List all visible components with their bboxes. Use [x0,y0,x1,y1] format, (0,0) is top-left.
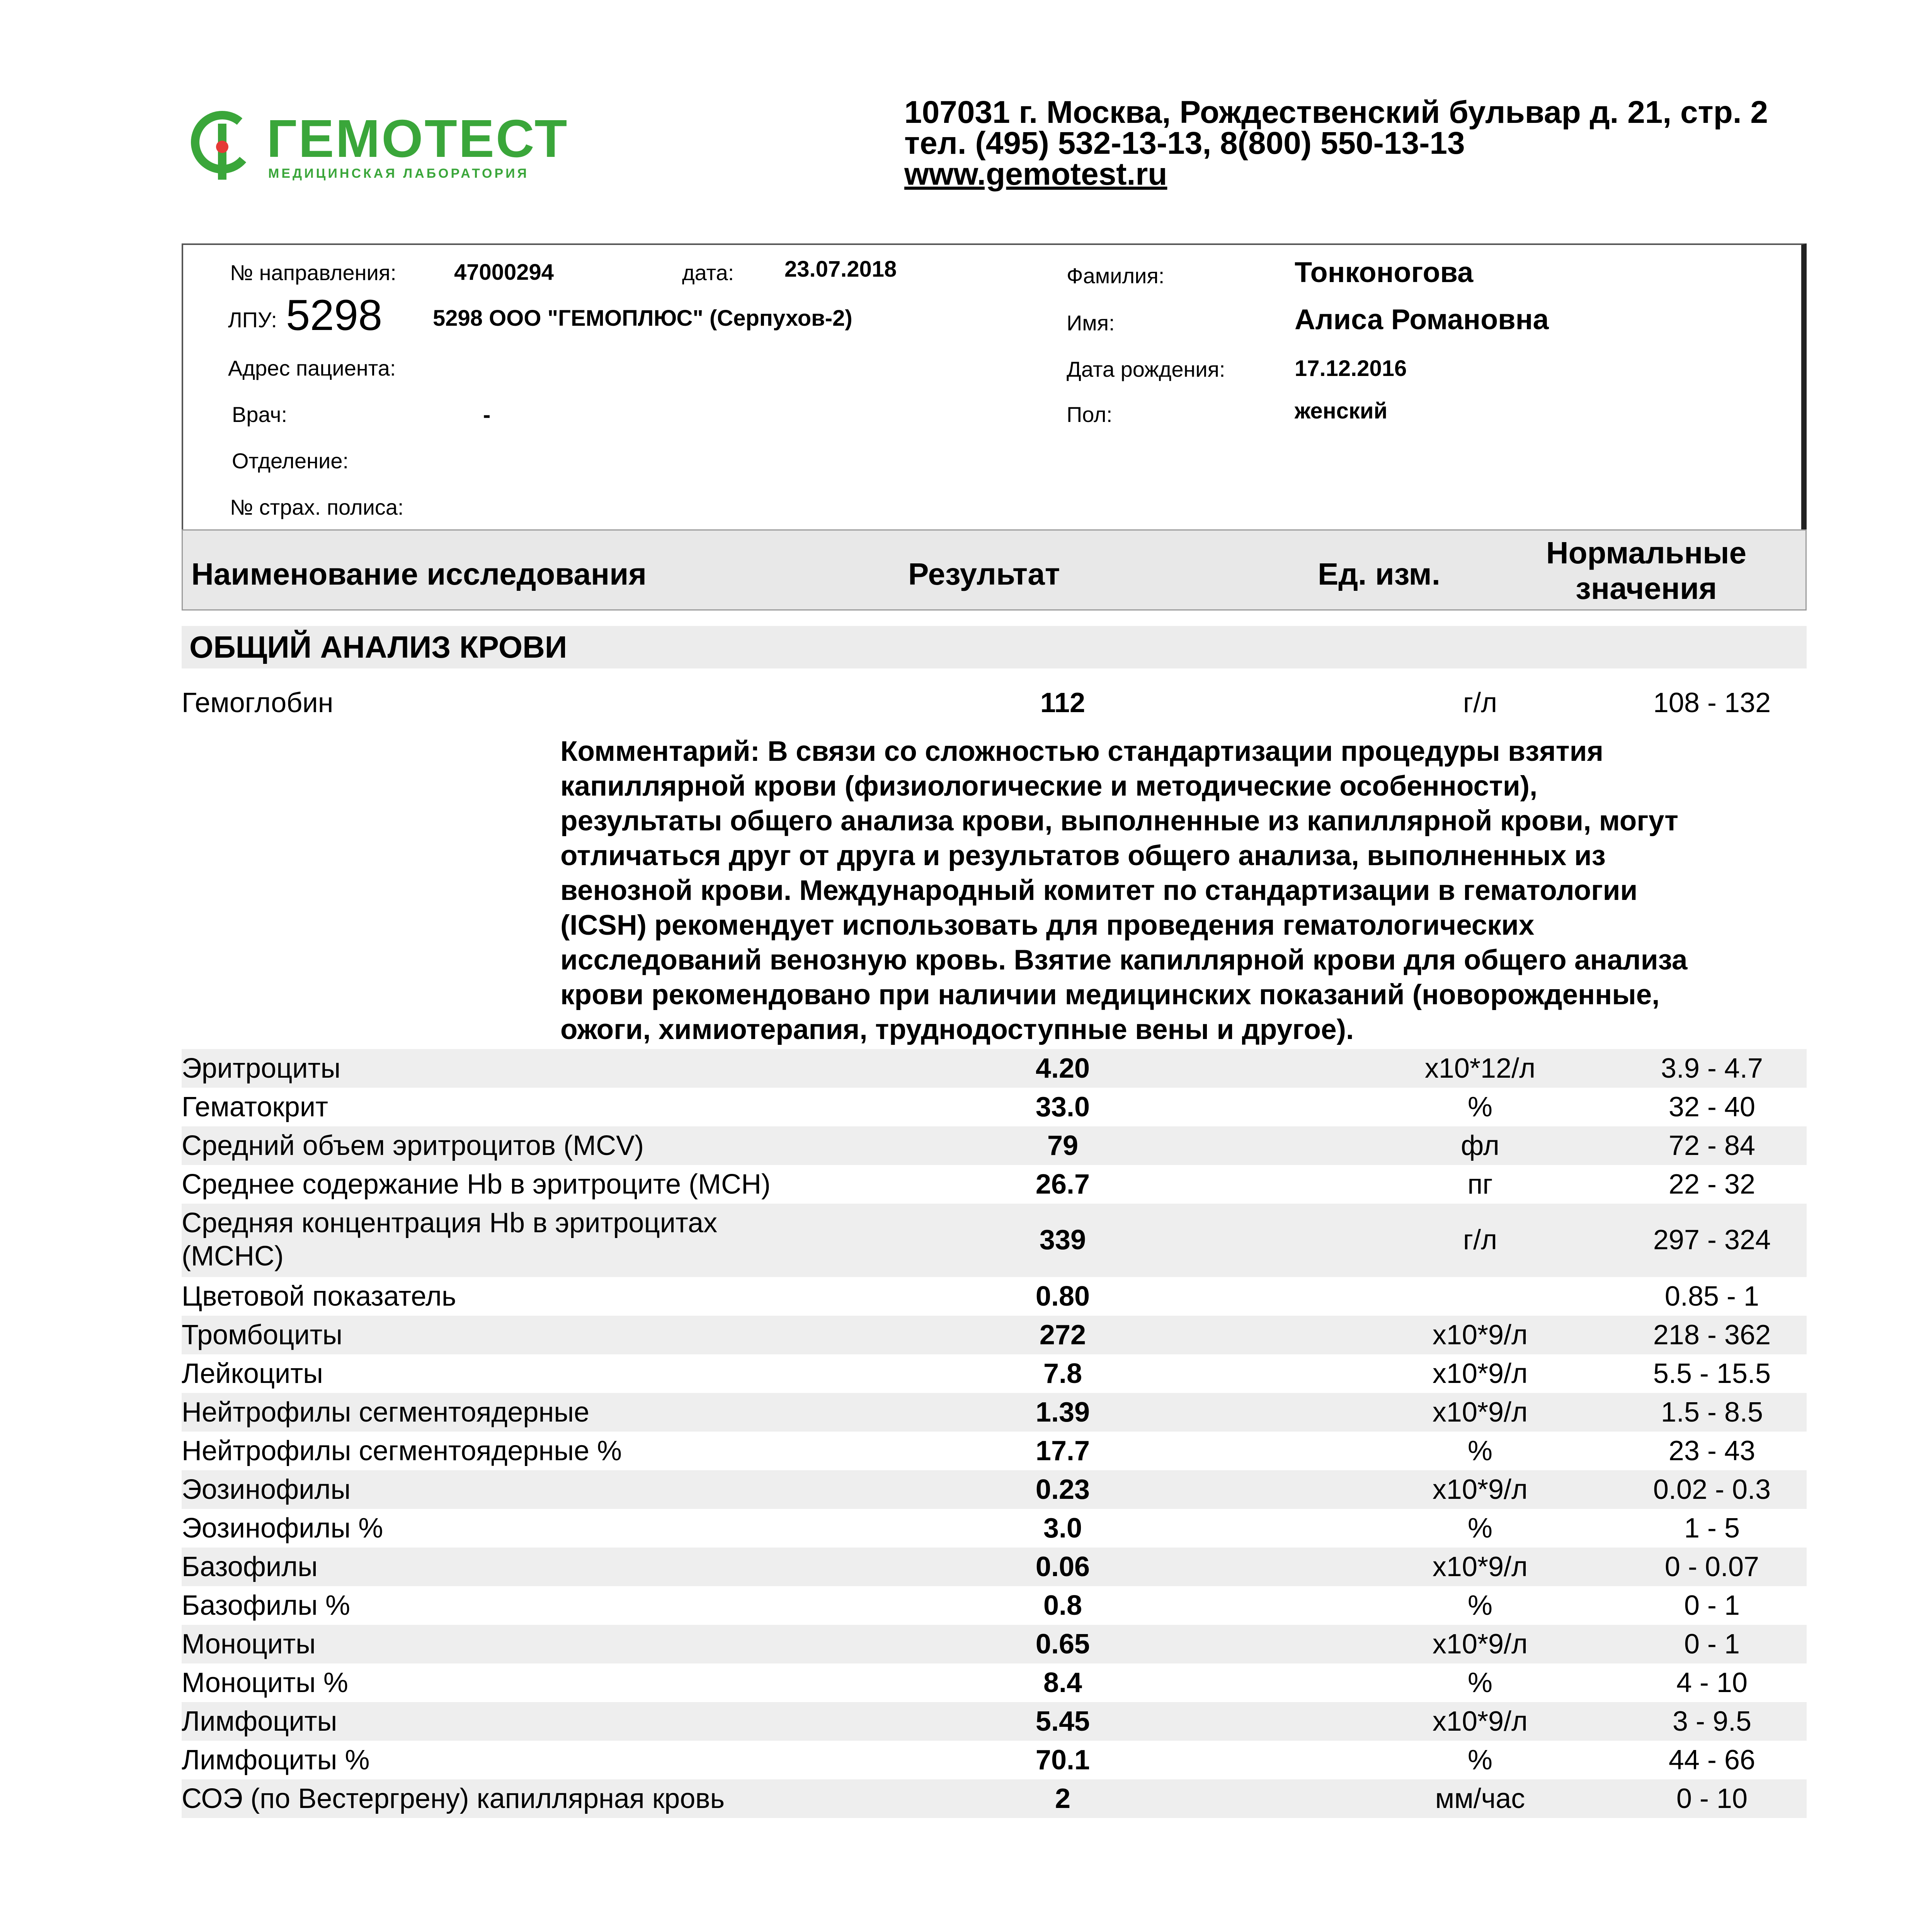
sex-label: Пол: [1067,402,1113,427]
test-norm: 297 - 324 [1653,1225,1771,1255]
test-result: 17.7 [1035,1435,1090,1466]
test-result: 79 [1047,1130,1079,1161]
test-result: 0.23 [1035,1474,1090,1505]
test-unit: % [1467,1667,1493,1698]
test-name: Гемоглобин [182,687,334,718]
patient-address-label: Адрес пациента: [228,356,396,380]
test-norm: 22 - 32 [1668,1169,1756,1200]
test-norm: 44 - 66 [1668,1745,1756,1776]
test-unit: пг [1467,1169,1493,1200]
test-norm: 3.9 - 4.7 [1661,1053,1763,1084]
test-unit: x10*9/л [1432,1397,1528,1428]
dob-value: 17.12.2016 [1295,356,1407,381]
comment-line: крови рекомендовано при наличии медицинских показаний (новорожденные, [560,979,1660,1010]
test-result: 33.0 [1035,1092,1090,1122]
table-row [182,1088,1807,1126]
comment-line: (ICSH) рекомендует использовать для проведения гематологических [560,910,1535,941]
test-name: Эритроциты [182,1053,341,1084]
comment-line: результаты общего анализа крови, выполненные из капиллярной крови, могут [560,805,1679,837]
lpu-label: ЛПУ: [228,308,277,332]
section-title: ОБЩИЙ АНАЛИЗ КРОВИ [189,630,567,664]
test-name: Лимфоциты % [182,1745,370,1776]
test-name: Цветовой показатель [182,1281,456,1312]
test-unit: % [1467,1092,1493,1122]
test-unit: x10*9/л [1432,1629,1528,1660]
test-result: 5.45 [1035,1706,1090,1737]
test-name: Гематокрит [182,1092,328,1122]
lab-address: 107031 г. Москва, Рождественский бульвар д. 21, стр. 2 [904,95,1768,130]
comment-line: венозной крови. Международный комитет по стандартизации в гематологии [560,875,1638,906]
test-result: 0.65 [1035,1629,1090,1660]
policy-label: № страх. полиса: [230,495,404,519]
test-norm: 108 - 132 [1653,687,1771,718]
table-row [182,686,1807,721]
test-unit: % [1467,1513,1493,1544]
test-norm: 3 - 9.5 [1672,1706,1752,1737]
date-value: 23.07.2018 [784,257,897,282]
test-result: 8.4 [1043,1667,1082,1698]
table-row [182,1779,1807,1818]
test-norm: 0.02 - 0.3 [1653,1474,1771,1505]
comment-line: исследований венозную кровь. Взятие капиллярной крови для общего анализа [560,944,1688,976]
col-norm-header-line2: значения [1576,571,1717,605]
test-unit: % [1467,1435,1493,1466]
lab-phones: тел. (495) 532-13-13, 8(800) 550-13-13 [904,126,1465,161]
table-row [182,1663,1807,1702]
patient-info-box [182,243,1807,553]
test-name: Средняя концентрация Hb в эритроцитах [182,1208,718,1238]
test-unit: x10*9/л [1432,1320,1528,1350]
table-row [182,1126,1807,1165]
table-row [182,1354,1807,1393]
test-unit: x10*9/л [1432,1551,1528,1582]
doctor-label: Врач: [232,402,288,427]
test-name: Лимфоциты [182,1706,337,1737]
test-result: 26.7 [1035,1169,1090,1200]
test-result: 272 [1039,1320,1086,1350]
sex-value: женский [1295,398,1388,423]
test-result: 0.8 [1043,1590,1082,1621]
name-value: Алиса Романовна [1295,303,1549,335]
test-norm: 23 - 43 [1668,1435,1756,1466]
test-result: 70.1 [1035,1745,1090,1776]
table-row [182,1509,1807,1548]
test-norm: 4 - 10 [1676,1667,1748,1698]
table-row [182,1049,1807,1088]
table-row [182,1470,1807,1509]
logo-name: ГЕМОТЕСТ [267,109,569,168]
test-norm: 32 - 40 [1668,1092,1756,1122]
lpu-name: 5298 ООО "ГЕМОПЛЮС" (Серпухов-2) [433,306,853,331]
test-unit: x10*9/л [1432,1706,1528,1737]
col-name-header: Наименование исследования [191,557,647,591]
test-norm: 0 - 0.07 [1664,1551,1759,1582]
test-norm: 218 - 362 [1653,1320,1771,1350]
test-unit: % [1467,1745,1493,1776]
name-label: Имя: [1067,311,1115,335]
test-name: Базофилы [182,1551,318,1582]
lpu-code: 5298 [286,291,383,339]
logo-mark-icon [185,108,259,182]
test-unit: г/л [1463,687,1497,718]
surname-label: Фамилия: [1067,264,1165,288]
test-name: Моноциты % [182,1667,348,1698]
test-norm: 0 - 1 [1684,1629,1740,1660]
test-result: 7.8 [1043,1358,1082,1389]
test-unit: x10*12/л [1424,1053,1536,1084]
test-name: Среднее содержание Hb в эритроците (MCH) [182,1169,771,1200]
test-unit: % [1467,1590,1493,1621]
date-label: дата: [682,260,734,285]
table-row [182,1586,1807,1625]
gemotest-logo [185,108,595,182]
dob-label: Дата рождения: [1067,357,1225,381]
test-name: Лейкоциты [182,1358,323,1389]
comment-line: капиллярной крови (физиологические и методические особенности), [560,770,1538,802]
test-name: Эозинофилы [182,1474,351,1505]
test-unit: фл [1461,1130,1499,1161]
test-name-cont: (MCHC) [182,1241,284,1272]
col-result-header: Результат [908,557,1060,591]
referral-label: № направления: [230,260,396,285]
test-unit: г/л [1463,1225,1497,1255]
table-row [182,1548,1807,1586]
table-row [182,1204,1807,1277]
department-label: Отделение: [232,449,349,473]
test-name: Моноциты [182,1629,316,1660]
test-name: Нейтрофилы сегментоядерные [182,1397,590,1428]
test-result: 4.20 [1035,1053,1090,1084]
comment-line: отличаться друг от друга и результатов общего анализа, выполненных из [560,840,1606,871]
test-name: Нейтрофилы сегментоядерные % [182,1435,622,1466]
test-name: Эозинофилы % [182,1513,383,1544]
doctor-value: - [483,402,491,427]
comment-line: ожоги, химиотерапия, труднодоступные вены и другое). [560,1014,1354,1045]
table-row [182,1277,1807,1316]
test-result: 0.80 [1035,1281,1090,1312]
col-unit-header: Ед. изм. [1318,557,1440,591]
test-norm: 0 - 10 [1676,1783,1748,1814]
test-name: Средний объем эритроцитов (MCV) [182,1130,644,1161]
test-result: 3.0 [1043,1513,1082,1544]
test-norm: 1 - 5 [1684,1513,1740,1544]
table-row [182,1432,1807,1470]
table-row [182,1625,1807,1663]
test-result: 2 [1055,1783,1071,1814]
table-row [182,1393,1807,1432]
test-name: Тромбоциты [182,1320,343,1350]
surname-value: Тонконогова [1295,256,1474,288]
table-row [182,1165,1807,1204]
test-norm: 72 - 84 [1668,1130,1756,1161]
test-unit: мм/час [1435,1783,1525,1814]
test-result: 339 [1039,1225,1086,1255]
test-result: 0.06 [1035,1551,1090,1582]
table-row [182,1741,1807,1779]
test-norm: 5.5 - 15.5 [1653,1358,1771,1389]
test-name: СОЭ (по Вестергрену) капиллярная кровь [182,1783,725,1814]
test-unit: x10*9/л [1432,1474,1528,1505]
table-row [182,1702,1807,1741]
col-norm-header [1507,535,1785,606]
test-norm: 1.5 - 8.5 [1661,1397,1763,1428]
test-name: Базофилы % [182,1590,350,1621]
test-result: 112 [1040,687,1086,718]
test-norm: 0.85 - 1 [1664,1281,1759,1312]
col-norm-header-line1: Нормальные [1546,536,1747,570]
comment-line: Комментарий: В связи со сложностью стандартизации процедуры взятия [560,736,1604,767]
test-unit: x10*9/л [1432,1358,1528,1389]
lab-website-link[interactable]: www.gemotest.ru [904,156,1167,192]
logo-subtitle: МЕДИЦИНСКАЯ ЛАБОРАТОРИЯ [268,166,529,181]
comment-block [560,734,1805,1047]
table-row [182,1316,1807,1354]
referral-value: 47000294 [454,260,554,285]
test-result: 1.39 [1035,1397,1090,1428]
test-norm: 0 - 1 [1684,1590,1740,1621]
